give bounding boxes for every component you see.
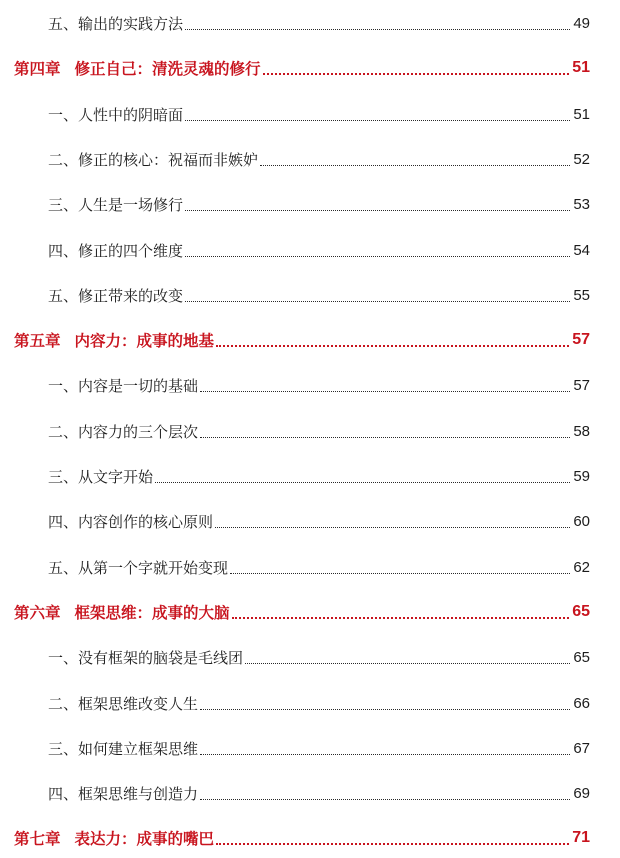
page-number: 59 (573, 467, 590, 485)
page-number: 54 (573, 241, 590, 259)
chapter-title (14, 329, 214, 351)
page-number: 69 (573, 784, 590, 802)
toc-section-row[interactable] (0, 779, 620, 807)
page-number: 60 (573, 512, 590, 530)
page-number: 57 (572, 331, 590, 348)
section-title: 五、从第一个字就开始变现 (48, 558, 229, 577)
dot-leader (200, 799, 570, 800)
dot-leader (232, 617, 570, 619)
chapter-title (14, 57, 261, 79)
section-title: 一、人性中的阴暗面 (48, 105, 184, 124)
toc-section-row[interactable] (0, 281, 620, 309)
page-number: 62 (573, 558, 590, 576)
toc-section-row[interactable] (0, 190, 620, 218)
page-number: 57 (573, 376, 590, 394)
toc-section-row[interactable] (0, 689, 620, 717)
page-number: 71 (572, 829, 590, 846)
toc-chapter-row[interactable] (0, 598, 620, 626)
dot-leader (260, 165, 570, 166)
chapter-title (14, 601, 230, 623)
dot-leader (215, 527, 570, 528)
page-number: 67 (573, 739, 590, 757)
page-number: 58 (573, 422, 590, 440)
dot-leader (245, 663, 570, 664)
dot-leader (216, 345, 569, 347)
section-title: 一、内容是一切的基础 (48, 376, 199, 395)
chapter-name: 修正自己：清洗灵魂的修行 (74, 60, 261, 78)
toc-section-row[interactable] (0, 100, 620, 128)
page-number: 51 (573, 105, 590, 123)
page-number: 52 (573, 150, 590, 168)
dot-leader (185, 29, 570, 30)
toc-section-row[interactable] (0, 145, 620, 173)
section-title: 四、内容创作的核心原则 (48, 512, 214, 531)
section-title: 五、输出的实践方法 (48, 14, 184, 33)
chapter-name: 表达力：成事的嘴巴 (74, 830, 215, 848)
dot-leader (200, 754, 570, 755)
section-title: 三、从文字开始 (48, 467, 154, 486)
toc-section-row[interactable] (0, 462, 620, 490)
chapter-number: 第四章 (14, 60, 61, 78)
page-number: 55 (573, 286, 590, 304)
dot-leader (200, 391, 570, 392)
page-number: 66 (573, 694, 590, 712)
toc-section-row[interactable] (0, 507, 620, 535)
section-title: 三、人生是一场修行 (48, 195, 184, 214)
section-title: 二、内容力的三个层次 (48, 422, 199, 441)
chapter-name: 内容力：成事的地基 (74, 332, 215, 350)
dot-leader (263, 73, 570, 75)
dot-leader (185, 301, 570, 302)
section-title: 三、如何建立框架思维 (48, 739, 199, 758)
dot-leader (185, 120, 570, 121)
chapter-number: 第七章 (14, 830, 61, 848)
page-number: 53 (573, 195, 590, 213)
chapter-number: 第五章 (14, 332, 61, 350)
dot-leader (200, 709, 570, 710)
section-title: 四、框架思维与创造力 (48, 784, 199, 803)
toc-section-row[interactable] (0, 553, 620, 581)
page-number: 51 (572, 59, 590, 76)
toc-section-row[interactable] (0, 643, 620, 671)
dot-leader (185, 256, 570, 257)
section-title: 五、修正带来的改变 (48, 286, 184, 305)
toc-chapter-row[interactable] (0, 54, 620, 82)
toc-section-row[interactable] (0, 9, 620, 37)
chapter-number: 第六章 (14, 604, 61, 622)
section-title: 二、框架思维改变人生 (48, 694, 199, 713)
section-title: 一、没有框架的脑袋是毛线团 (48, 648, 244, 667)
chapter-title (14, 827, 214, 849)
dot-leader (155, 482, 570, 483)
dot-leader (200, 437, 570, 438)
toc-section-row[interactable] (0, 236, 620, 264)
dot-leader (230, 573, 570, 574)
page-number: 65 (572, 603, 590, 620)
dot-leader (185, 210, 570, 211)
page-number: 65 (573, 648, 590, 666)
toc-chapter-row[interactable] (0, 824, 620, 852)
toc-chapter-row[interactable] (0, 326, 620, 354)
dot-leader (216, 843, 569, 845)
chapter-name: 框架思维：成事的大脑 (74, 604, 230, 622)
section-title: 二、修正的核心：祝福而非嫉妒 (48, 150, 259, 169)
section-title: 四、修正的四个维度 (48, 241, 184, 260)
toc-section-row[interactable] (0, 734, 620, 762)
toc-section-row[interactable] (0, 371, 620, 399)
page-number: 49 (573, 14, 590, 32)
toc-section-row[interactable] (0, 417, 620, 445)
